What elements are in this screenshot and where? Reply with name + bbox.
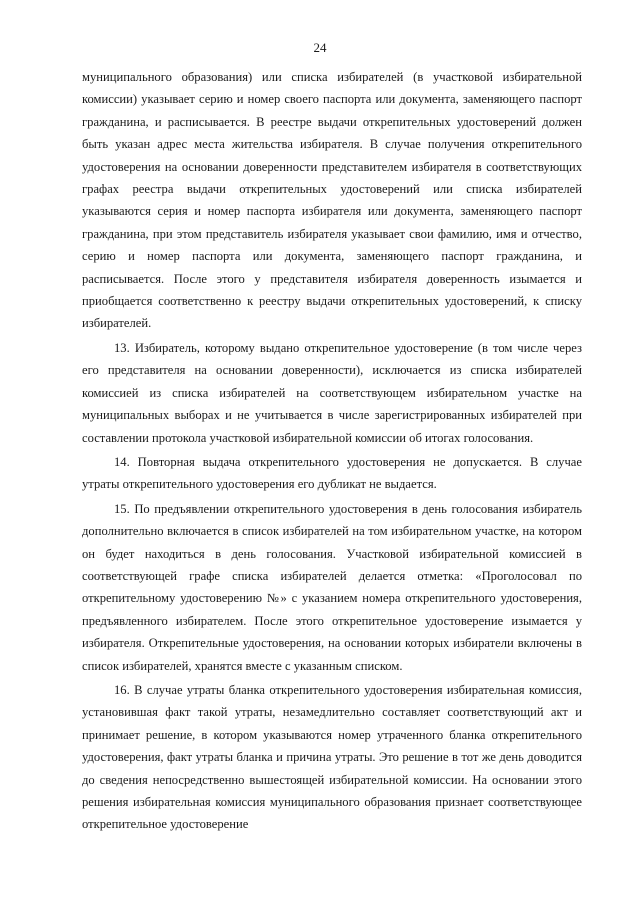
paragraph-16: 16. В случае утраты бланка открепительного удостоверения избирательная комиссия, установившая факт такой утраты, незамедлительно составляет соответствующий акт и принимает решение, в котором указываются номер утраченного бланка открепительного удостоверения, факт утраты бланка и причина утраты. Это решение в тот же день доводится до сведения непосредственно вышестоящей избирательной комиссии. На основании этого решения избирательная комиссия муниципального образования признает соответствующее открепительное удостоверение xyxy=(82,682,582,832)
paragraph-15: 15. По предъявлении открепительного удостоверения в день голосования избиратель дополнительно включается в список избирателей на том избирательном участке, на котором он будет находиться в день голосования. Участковой избирательной комиссией в соответствующей графе списка избирателей делается отметка: «Проголосовал по открепительному удостоверению №» с указанием номера открепительного удостоверения, предъявленного избирателем. После этого открепительное удостоверение изымается у избирателя. Открепительные удостоверения, на основании которых избиратели включены в список избирателей, хранятся вместе с указанным списком. xyxy=(82,501,582,673)
paragraph-14: 14. Повторная выдача открепительного удостоверения не допускается. В случае утраты открепительного удостоверения его дубликат не выдается. xyxy=(82,454,582,492)
page-number: 24 xyxy=(313,40,327,55)
paragraph-13: 13. Избиратель, которому выдано открепительное удостоверение (в том числе через его представителя на основании доверенности), исключается из списка избирателей комиссией из списка избирателей на соответствующем избирательном участке на муниципальных выборах и не учитывается в числе зарегистрированных избирателей при составлении протокола участковой избирательной комиссии об итогах голосования. xyxy=(82,340,582,445)
paragraph-continuation: муниципального образования) или списка избирателей (в участковой избирательной комиссии) указывает серию и номер своего паспорта или документа, заменяющего паспорт гражданина, и расписывается. В реестре выдачи открепительных удостоверений должен быть указан адрес места жительства избирателя. В случае получения открепительного удостоверения на основании доверенности представителем избирателя в соответствующих графах реестра выдачи открепительных удостоверений или списка избирателей указываются серия и номер паспорта избирателя или документа, заменяющего паспорт гражданина, при этом представитель избирателя указывает свои фамилию, имя и отчество, серию и номер паспорта или документа, заменяющего паспорт гражданина, и расписывается. После этого у представителя избирателя доверенность изымается и приобщается соответственно к реестру выдачи открепительных удостоверений, к списку избирателей. xyxy=(82,70,582,331)
body-text xyxy=(82,66,582,836)
